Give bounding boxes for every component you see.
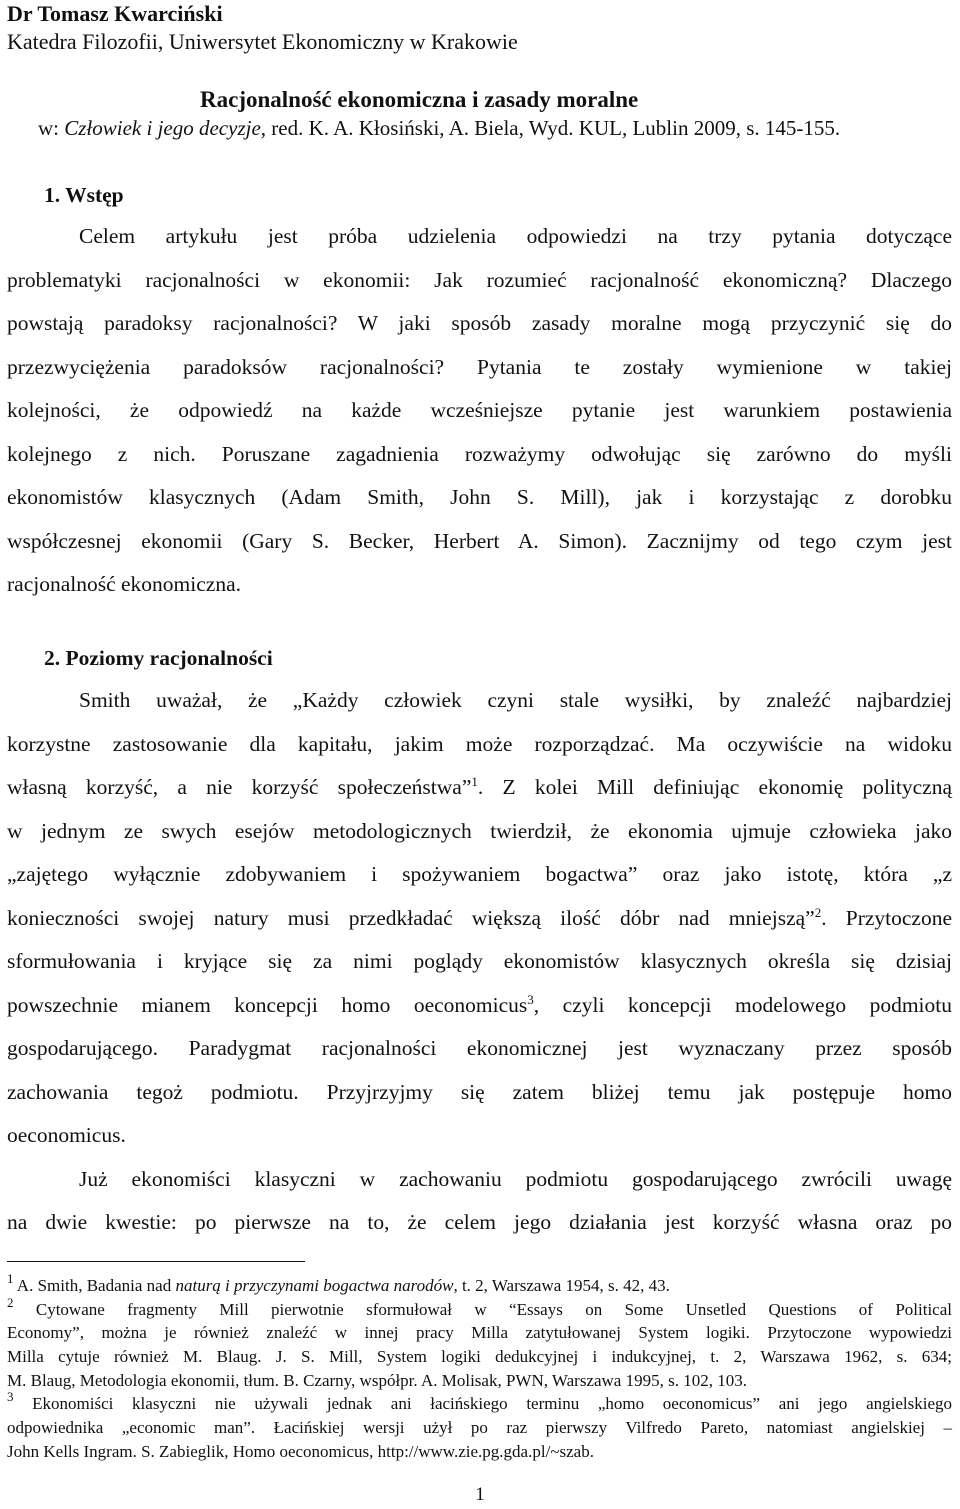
footnote-separator [7, 1261, 305, 1262]
footnote-ref-3[interactable]: 3 [527, 992, 534, 1007]
text-span: A. Smith, Badania nad [13, 1276, 176, 1295]
section-number: 2. [44, 646, 61, 670]
paragraph-line [7, 991, 952, 1019]
paragraph-line: przezwyciężenia paradoksów racjonalności? Pytania te zostały wymienione w takiej [7, 355, 952, 379]
author-name: Dr Tomasz Kwarciński [7, 1, 223, 26]
paragraph-line: na dwie kwestie: po pierwsze na to, że celem jego działania jest korzyść własna oraz po [7, 1210, 952, 1234]
footnote-number: 1 [7, 1271, 14, 1286]
text-span: Cytowane fragmenty Mill pierwotnie sformułował w “Essays on Some Unsetled Questions of Political [13, 1300, 952, 1319]
paragraph-line: ekonomistów klasycznych (Adam Smith, John S. Mill), jak i korzystając z dorobku [7, 485, 952, 509]
text-span: konieczności swojej natury musi przedkładać większą ilość dóbr nad mniejszą” [7, 906, 815, 930]
paragraph-line [7, 773, 952, 801]
footnote-1 [7, 1271, 952, 1297]
citation-book-title: Człowiek i jego decyzje [64, 116, 261, 140]
section-1-heading: 1. Wstęp [44, 183, 124, 207]
footnote-ref-2[interactable]: 2 [814, 905, 822, 920]
footnote-3 [7, 1389, 952, 1415]
section-2-heading [44, 644, 952, 672]
footnote-line: M. Blaug, Metodologia ekonomii, tłum. B. Czarny, współpr. A. Molisak, PWN, Warszawa 1995, s. 102, 103. [7, 1371, 747, 1390]
paragraph-line: powstają paradoksy racjonalności? W jaki sposób zasady moralne mogą przyczynić się do [7, 311, 952, 335]
footnote-2 [7, 1295, 952, 1321]
source-citation [38, 116, 952, 140]
text-span: . Przytoczone [821, 906, 953, 930]
paragraph-line: zachowania tegoż podmiotu. Przyjrzyjmy się zatem bliżej temu jak postępuje homo [7, 1080, 952, 1104]
paragraph-line: racjonalność ekonomiczna. [7, 572, 242, 596]
footnote-line: Milla cytuje również M. Blaug. J. S. Mill, System logiki dedukcyjnej i indukcyjnej, t. 2, Warszawa 1962, s. 634; [7, 1347, 952, 1366]
text-span: własną korzyść, a nie korzyść społeczeństwa” [7, 775, 472, 799]
page-number: 1 [475, 1484, 485, 1505]
text-span: naturą i przyczynami bogactwa narodów [175, 1276, 454, 1295]
paragraph-line: sformułowania i kryjące się za nimi poglądy ekonomistów klasycznych określa się dzisiaj [7, 949, 952, 973]
text-span: Ekonomiści klasyczni nie używali jednak ani łacińskiego terminu „homo oeconomicus” ani jego angielskiego [13, 1394, 952, 1413]
paragraph-line: korzystne zastosowanie dla kapitału, jakim może rozporządzać. Ma oczywiście na widoku [7, 732, 952, 756]
text-span: . Z kolei Mill definiując ekonomię polityczną [477, 775, 952, 799]
paragraph-line: „zajętego wyłącznie zdobywaniem i spożywaniem bogactwa” oraz jako istotę, która „z [7, 862, 952, 886]
footnote-line: John Kells Ingram. S. Zabieglik, Homo oeconomicus, http://www.zie.pg.gda.pl/~szab. [7, 1442, 594, 1461]
paragraph-line: problematyki racjonalności w ekonomii: Jak rozumieć racjonalność ekonomiczną? Dlaczego [7, 268, 952, 292]
footnote-ref-1[interactable]: 1 [471, 774, 478, 789]
citation-prefix: w: [38, 116, 65, 140]
paragraph-line: w jednym ze swych esejów metodologicznych twierdził, że ekonomia ujmuje człowieka jako [7, 819, 952, 843]
paragraph-line: oeconomicus. [7, 1123, 126, 1147]
paragraph-line: kolejności, że odpowiedź na każde wcześniejsze pytanie jest warunkiem postawienia [7, 398, 952, 422]
affiliation: Katedra Filozofii, Uniwersytet Ekonomiczny w Krakowie [7, 29, 518, 54]
article-title: Racjonalność ekonomiczna i zasady moralne [200, 87, 639, 112]
footnote-number: 2 [7, 1295, 14, 1310]
paragraph-line: współczesnej ekonomii (Gary S. Becker, Herbert A. Simon). Zacznijmy od tego czym jest [7, 529, 952, 553]
paragraph-line: gospodarującego. Paradygmat racjonalności ekonomicznej jest wyznaczany przez sposób [7, 1036, 952, 1060]
citation-details: , red. K. A. Kłosiński, A. Biela, Wyd. KUL, Lublin 2009, s. 145-155. [260, 116, 841, 140]
paragraph-line: Smith uważał, że „Każdy człowiek czyni stale wysiłki, by znaleźć najbardziej [79, 688, 952, 712]
text-span: powszechnie mianem koncepcji homo oeconomicus [7, 993, 528, 1017]
text-span: , czyli koncepcji modelowego podmiotu [533, 993, 952, 1017]
paragraph-line: kolejnego z nich. Poruszane zagadnienia rozważymy odwołując się zarówno do myśli [7, 442, 952, 466]
section-title: Poziomy racjonalności [65, 646, 273, 670]
text-span: , t. 2, Warszawa 1954, s. 42, 43. [453, 1276, 670, 1295]
footnote-number: 3 [7, 1389, 14, 1404]
paragraph-line [7, 904, 952, 932]
footnote-line: Economy”, można je również znaleźć w innej pracy Milla zatytułowanej System logiki. Przytoczone wypowiedzi [7, 1323, 952, 1342]
paragraph-line: Już ekonomiści klasyczni w zachowaniu podmiotu gospodarującego zwrócili uwagę [79, 1167, 952, 1191]
footnote-line: odpowiednika „economic man”. Łacińskiej wersji użył po raz pierwszy Vilfredo Pareto, natomiast angielskiej – [7, 1418, 952, 1437]
paragraph-line: Celem artykułu jest próba udzielenia odpowiedzi na trzy pytania dotyczące [79, 224, 952, 248]
